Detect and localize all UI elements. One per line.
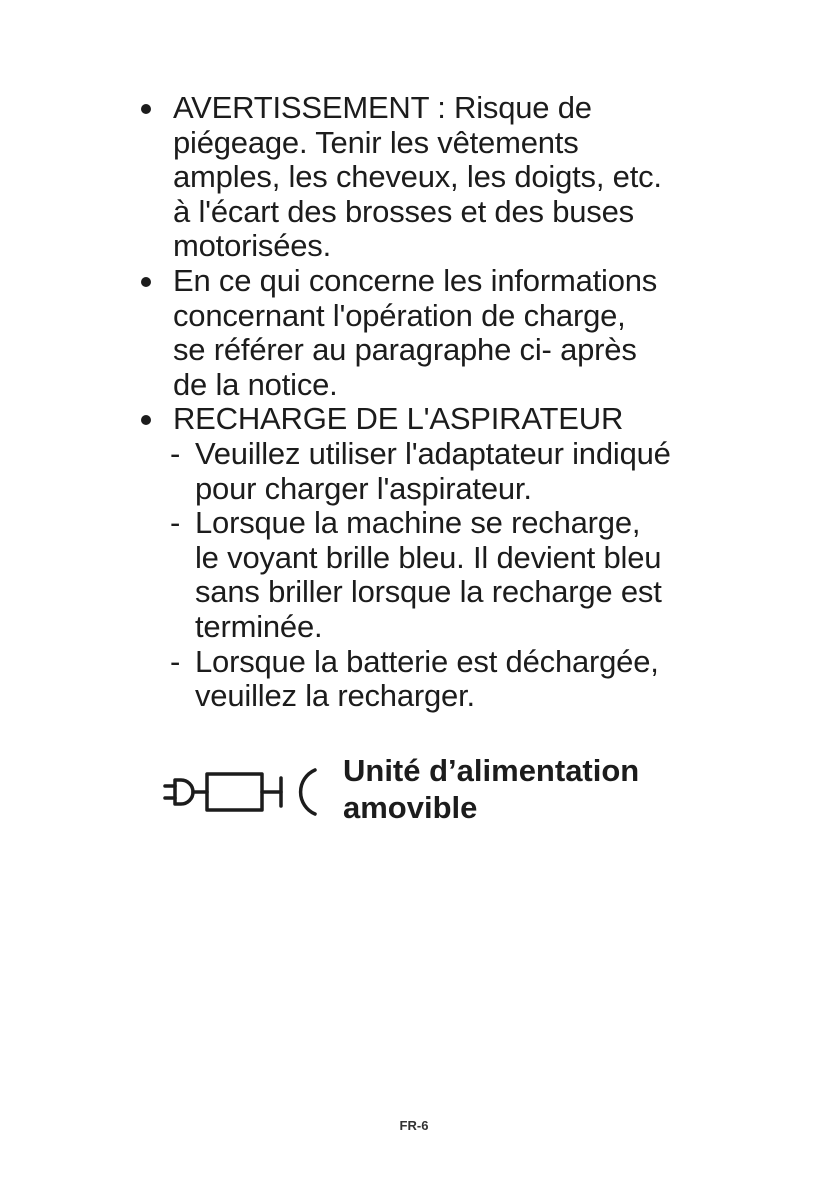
charging-info-bullet — [138, 264, 738, 402]
recharge-step-text: Veuillez utiliser l'adaptateur indiqué pour charger l'aspirateur. — [195, 435, 671, 506]
power-unit-section — [163, 752, 723, 842]
recharge-step — [170, 645, 738, 714]
recharge-step-text: Lorsque la batterie est déchargée, veuillez la recharger. — [195, 643, 659, 714]
recharge-step — [170, 437, 738, 506]
dash-marker: - — [170, 435, 181, 471]
recharge-step-text: Lorsque la machine se recharge, le voyant brille bleu. Il devient bleu sans briller lorsque la recharge est terminée. — [195, 505, 662, 644]
dash-marker: - — [170, 643, 181, 679]
bullet-dot-icon — [141, 415, 151, 425]
instruction-list — [138, 91, 738, 714]
bullet-dot-icon — [141, 104, 151, 114]
dash-marker: - — [170, 505, 181, 541]
bullet-dot-icon — [141, 277, 151, 287]
warning-bullet — [138, 91, 738, 264]
recharge-step — [170, 506, 738, 644]
recharge-heading: RECHARGE DE L'ASPIRATEUR — [173, 401, 624, 437]
recharge-steps — [170, 435, 738, 714]
power-unit-label: Unité d’alimentation amovible — [343, 753, 640, 825]
page-number: FR-6 — [399, 1118, 429, 1133]
warning-text: AVERTISSEMENT : Risque de piégeage. Tenir les vêtements amples, les cheveux, les doigts, etc. à l'écart des brosses et des buses motorisées. — [173, 90, 662, 264]
recharge-bullet — [138, 402, 738, 713]
detachable-power-supply-icon — [163, 762, 323, 822]
charging-info-text: En ce qui concerne les informations concernant l'opération de charge, se référer au paragraphe ci- après de la notice. — [173, 262, 658, 402]
